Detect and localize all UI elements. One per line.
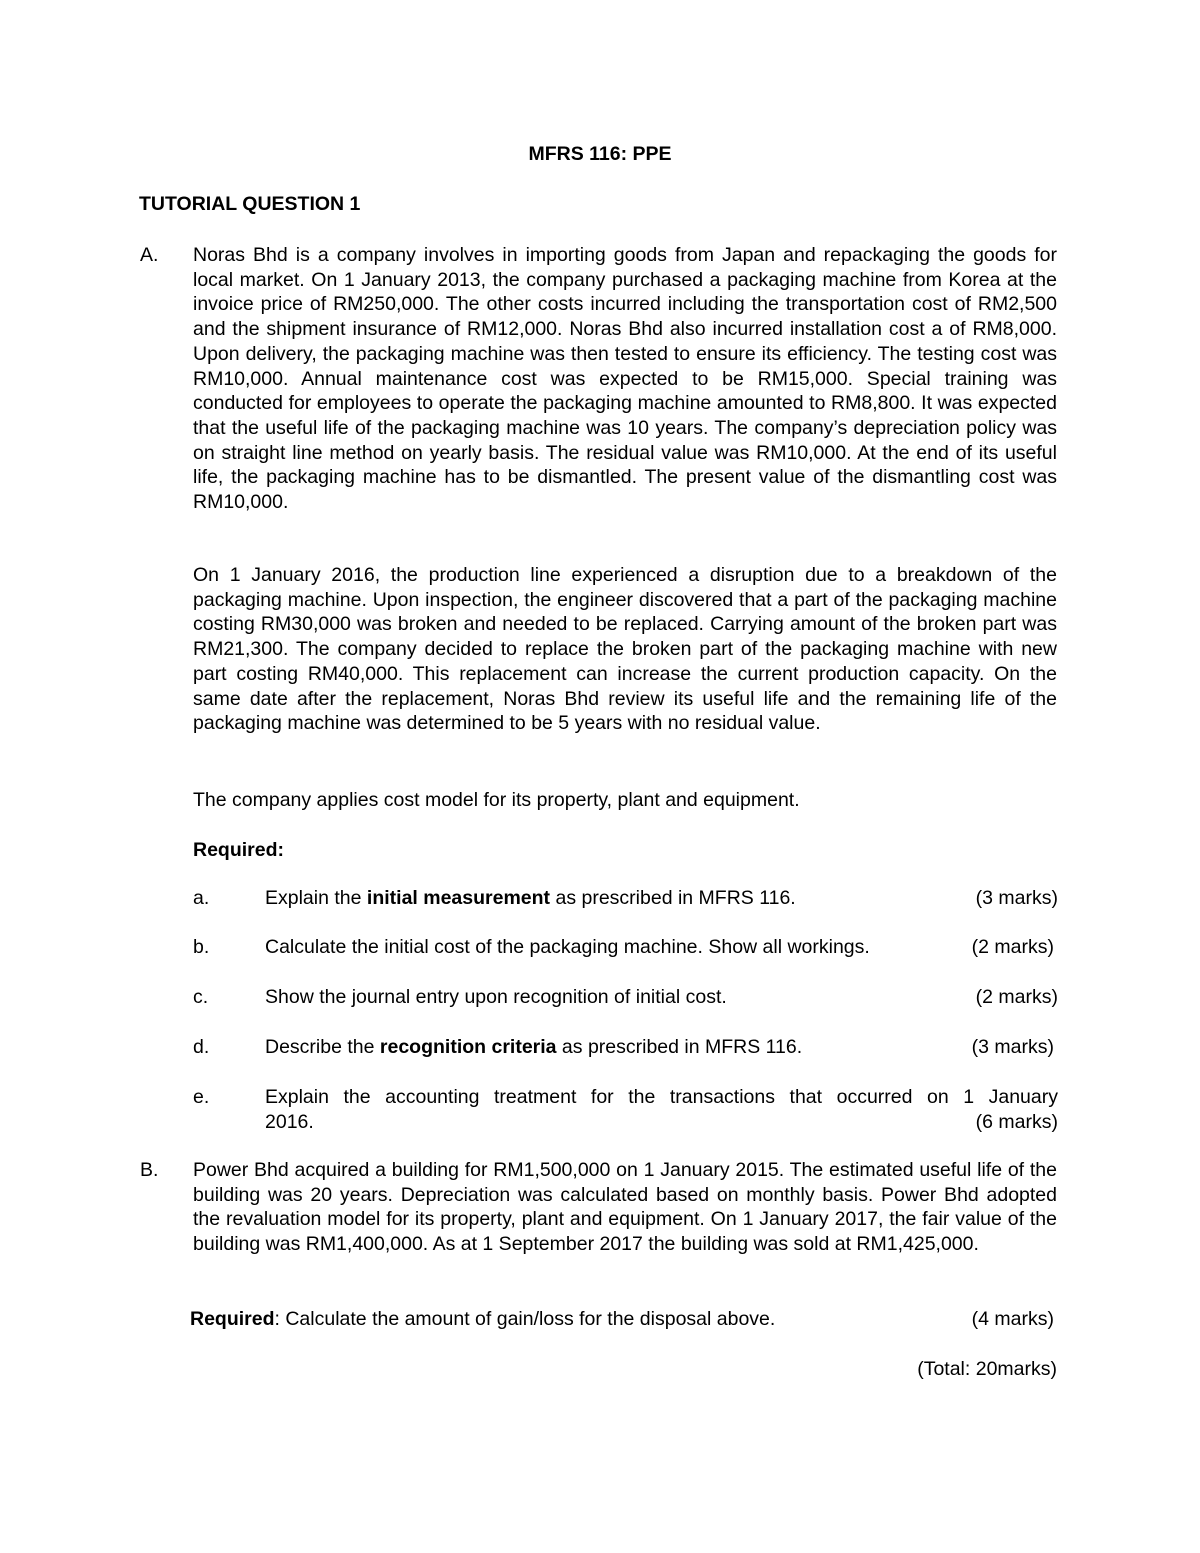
question-e-marker: e. — [193, 1086, 210, 1108]
question-a-keyword: initial measurement — [366, 887, 551, 909]
question-d-marker: d. — [193, 1036, 210, 1058]
question-e-line-1: Explain the accounting treatment for the transactions that occurred on 1 January — [265, 1086, 1058, 1108]
page-title: MFRS 116: PPE — [528, 143, 672, 165]
question-a-marks: (3 marks) — [975, 887, 1058, 909]
section-b-required — [190, 1307, 1054, 1332]
question-d-text: Describe the recognition criteria as prescribed in MFRS 116. — [265, 1036, 803, 1058]
question-c-marks: (2 marks) — [975, 986, 1058, 1008]
question-b-text: Calculate the initial cost of the packaging machine. Show all workings. — [265, 936, 870, 958]
total-marks: (Total: 20marks) — [917, 1358, 1057, 1380]
question-e-line-2: 2016. (6 marks) — [265, 1110, 1058, 1133]
section-b-required-label: Required — [190, 1308, 275, 1330]
tutorial-heading: TUTORIAL QUESTION 1 — [139, 193, 361, 215]
question-b-marker: b. — [193, 936, 210, 958]
question-a-text: Explain the initial measurement as prescribed in MFRS 116. — [265, 887, 796, 909]
question-d-marks: (3 marks) — [971, 1036, 1054, 1058]
question-e-text — [265, 1085, 1058, 1134]
question-d-keyword: recognition criteria — [379, 1036, 557, 1058]
section-b-required-text: : Calculate the amount of gain/loss for the disposal above. — [274, 1308, 776, 1330]
question-e-marks: (6 marks) — [975, 1110, 1058, 1133]
question-c-marker: c. — [193, 986, 209, 1008]
section-b-marker: B. — [140, 1159, 159, 1181]
section-a-paragraph-1: Noras Bhd is a company involves in importing goods from Japan and repackaging the goods for local market. On 1 January 2013, the company purchased a packaging machine from Korea at the invoice price of RM250,000. The other costs incurred including the transportation cost of RM2,500 and the shipment insurance of RM12,000. Noras Bhd also incurred installation cost a of RM8,000. Upon delivery, the packaging machine was then tested to ensure its efficiency. The testing cost was RM10,000. Annual maintenance cost was expected to be RM15,000. Special training was conducted for employees to operate the packaging machine amounted to RM8,800. It was expected that the useful life of the packaging machine was 10 years. The company’s depreciation policy was on straight line method on yearly basis. The residual value was RM10,000. At the end of its useful life, the packaging machine has to be dismantled. The present value of the dismantling cost was RM10,000. — [193, 244, 1057, 514]
question-c-text: Show the journal entry upon recognition of initial cost. — [265, 986, 727, 1008]
section-a-marker: A. — [140, 244, 159, 266]
section-a-paragraph-3: The company applies cost model for its property, plant and equipment. — [193, 789, 800, 811]
section-b-marks: (4 marks) — [971, 1308, 1054, 1330]
question-a-marker: a. — [193, 887, 210, 909]
section-a-paragraph-2: On 1 January 2016, the production line experienced a disruption due to a breakdown of the packaging machine. Upon inspection, the engineer discovered that a part of the packaging machine costing RM30,000 was broken and needed to be replaced. Carrying amount of the broken part was RM21,300. The company decided to replace the broken part of the packaging machine with new part costing RM40,000. This replacement can increase the current production capacity. On the same date after the replacement, Noras Bhd review its useful life and the remaining life of the packaging machine was determined to be 5 years with no residual value. — [193, 564, 1057, 735]
section-a-required-label: Required: — [193, 839, 285, 861]
question-b-marks: (2 marks) — [971, 936, 1054, 958]
section-b-paragraph: Power Bhd acquired a building for RM1,500,000 on 1 January 2015. The estimated useful life of the building was 20 years. Depreciation was calculated based on monthly basis. Power Bhd adopted the revaluation model for its property, plant and equipment. On 1 January 2017, the fair value of the building was RM1,400,000. As at 1 September 2017 the building was sold at RM1,425,000. — [193, 1159, 1057, 1256]
